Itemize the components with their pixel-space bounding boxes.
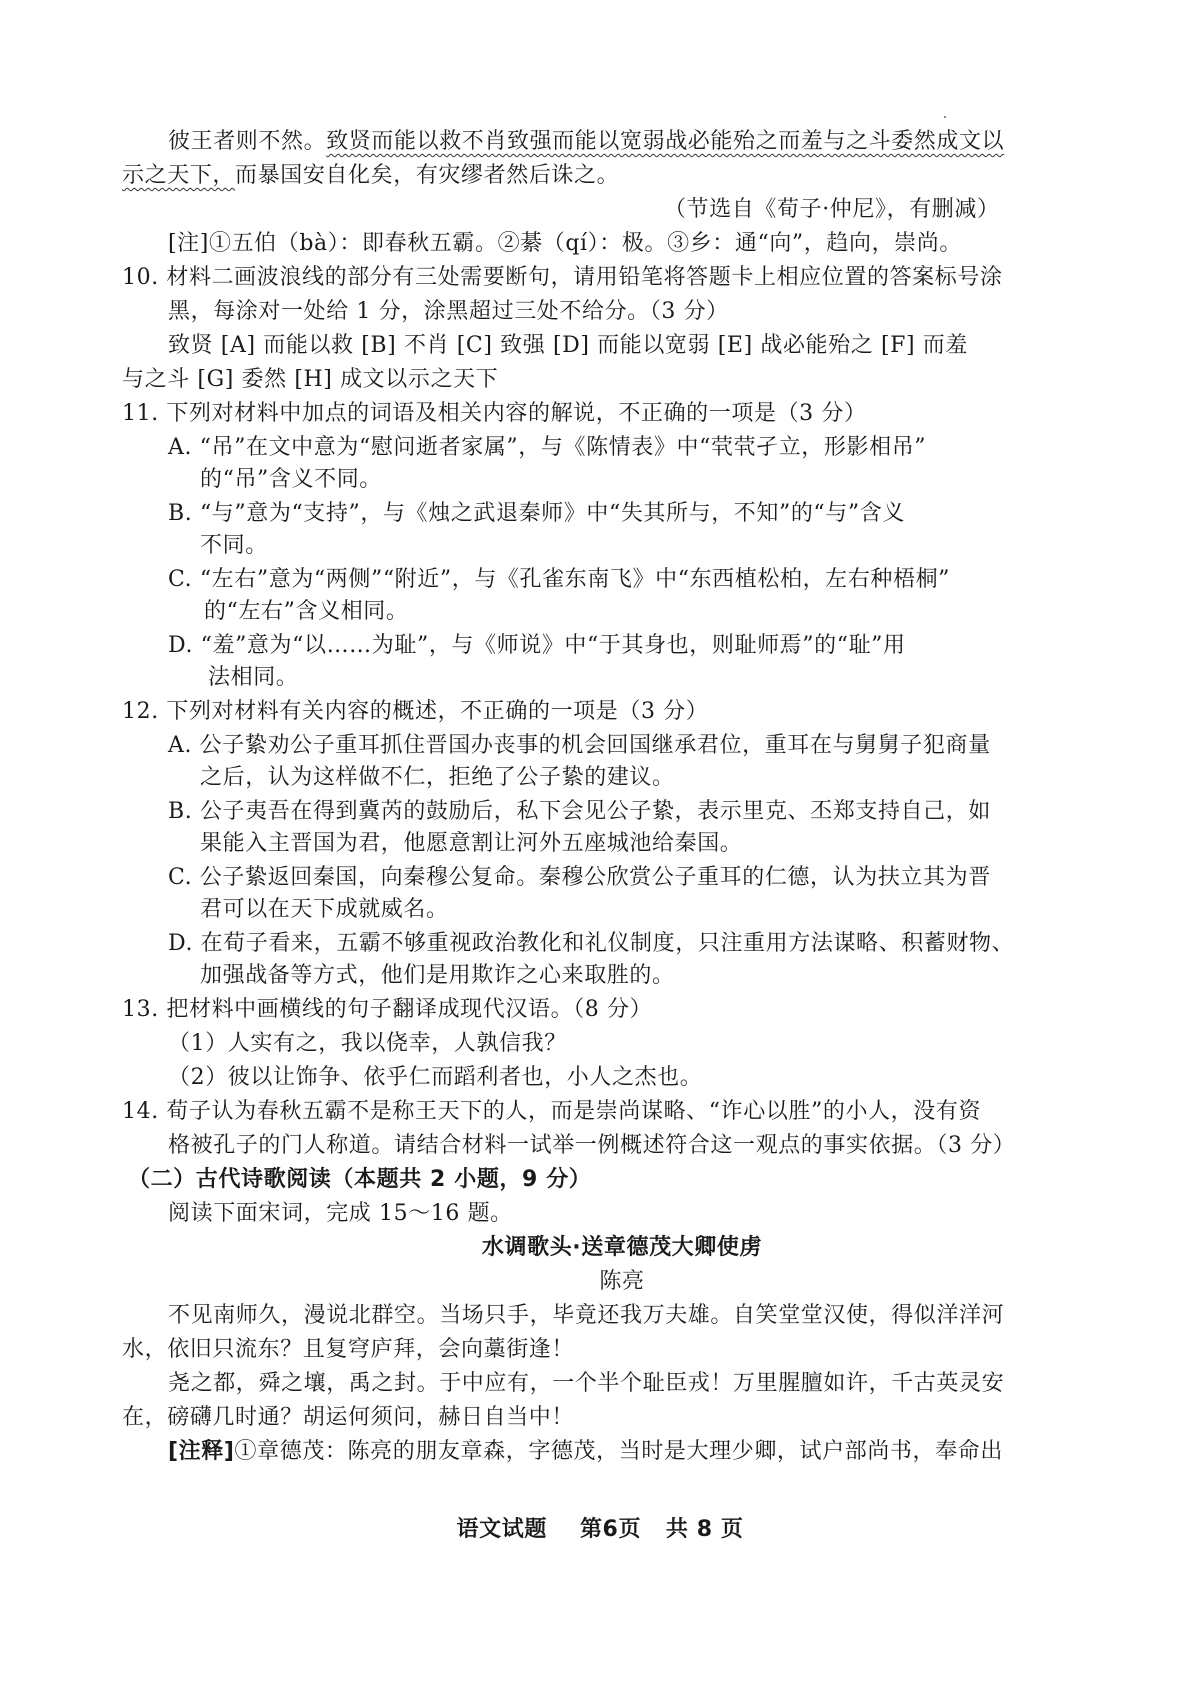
- poem-note-text: ①章德茂：陈亮的朋友章森，字德茂，当时是大理少卿，试户部尚书，奉命出: [234, 1439, 1003, 1464]
- q11-option-d: D. “羞”意为“以……为耻”，与《师说》中“于其身也，则耻师焉”的“耻”用: [168, 633, 906, 658]
- passage-line-2-plain: 而暴国安自化矣，有灾缪者然后诛之。: [235, 163, 620, 188]
- q12-option-d: D. 在荀子看来，五霸不够重视政治教化和礼仪制度，只注重用方法谋略、积蓄财物、: [168, 931, 1015, 956]
- poem-line-4: 在，磅礴几时通？胡运何须问，赫日自当中！: [122, 1405, 575, 1430]
- q10-stem-line-2: 黑，每涂对一处给 1 分，涂黑超过三处不给分。（3 分）: [168, 299, 729, 324]
- q12-option-b: B. 公子夷吾在得到冀芮的鼓励后，私下会见公子絷，表示里克、丕郑支持自己，如: [168, 799, 991, 824]
- passage-line-1: [168, 126, 1004, 158]
- passage-line-1-plain: 彼王者则不然。: [168, 129, 327, 154]
- q14-stem-line-1: 14. 荀子认为春秋五霸不是称王天下的人，而是崇尚谋略、“诈心以胜”的小人，没有资: [122, 1099, 982, 1124]
- poem-line-3: 尧之都，舜之壤，禹之封。于中应有，一个半个耻臣戎！万里腥膻如许，千古英灵安: [168, 1371, 1005, 1396]
- poem-line-2: 水，依旧只流东？且复穹庐拜，会向藁街逢！: [122, 1337, 575, 1362]
- passage-wavy-text: 致贤而能以救不肖致强而能以宽弱战必能殆之而羞与之斗委然成文以: [326, 129, 1005, 154]
- q11-option-d-cont: 法相同。: [208, 665, 299, 690]
- q12-option-a: A. 公子絷劝公子重耳抓住晋国办丧事的机会回国继承君位，重耳在与舅舅子犯商量: [168, 733, 991, 758]
- passage-note: [注]①五伯（bà）：即春秋五霸。②綦（qí）：极。③乡：通“向”，趋向，崇尚。: [168, 231, 962, 256]
- scan-speck: [944, 116, 946, 118]
- q11-option-b: B. “与”意为“支持”，与《烛之武退秦师》中“失其所与，不知”的“与”含义: [168, 501, 905, 526]
- q12-option-a-cont: 之后，认为这样做不仁，拒绝了公子絷的建议。: [200, 765, 675, 790]
- q13-stem: 13. 把材料中画横线的句子翻译成现代汉语。（8 分）: [122, 997, 653, 1022]
- poem-title: 水调歌头·送章德茂大卿使虏: [481, 1235, 763, 1260]
- passage-line-2: [122, 160, 619, 192]
- q12-stem: 12. 下列对材料有关内容的概述，不正确的一项是（3 分）: [122, 699, 709, 724]
- poem-note: [168, 1436, 1003, 1468]
- q11-option-c: C. “左右”意为“两侧”“附近”，与《孔雀东南飞》中“东西植松柏，左右种梧桐”: [168, 567, 951, 592]
- q11-option-c-cont: 的“左右”含义相同。: [204, 599, 409, 624]
- q12-option-c-cont: 君可以在天下成就威名。: [200, 897, 449, 922]
- q10-stem-line-1: 10. 材料二画波浪线的部分有三处需要断句，请用铅笔将答题卡上相应位置的答案标号涂: [122, 265, 1003, 290]
- poem-note-label: [注释]: [168, 1439, 235, 1464]
- poem-author: 陈亮: [599, 1269, 645, 1294]
- q12-option-d-cont: 加强战备等方式，他们是用欺诈之心来取胜的。: [200, 963, 675, 988]
- q10-segment-line-2: 与之斗 [G] 委然 [H] 成文以示之天下: [122, 367, 499, 392]
- section-intro: 阅读下面宋词，完成 15～16 题。: [168, 1201, 513, 1226]
- q13-sentence-1: （1）人实有之，我以侥幸，人孰信我？: [168, 1031, 567, 1056]
- q12-option-b-cont: 果能入主晋国为君，他愿意割让河外五座城池给秦国。: [200, 831, 743, 856]
- q14-stem-line-2: 格被孔子的门人称道。请结合材料一试举一例概述符合这一观点的事实依据。（3 分）: [168, 1133, 1016, 1158]
- q10-segment-line-1: 致贤 [A] 而能以救 [B] 不肖 [C] 致强 [D] 而能以宽弱 [E] 战必能殆之 [F] 而羞: [168, 333, 968, 358]
- passage-wavy-text-end: 示之天下，: [122, 163, 236, 188]
- page-footer: 语文试题 第6页 共 8 页: [456, 1517, 744, 1542]
- q11-option-b-cont: 不同。: [200, 533, 268, 558]
- poem-line-1: 不见南师久，漫说北群空。当场只手，毕竟还我万夫雄。自笑堂堂汉使，得似洋洋河: [168, 1303, 1005, 1328]
- q13-sentence-2: （2）彼以让饰争、依乎仁而蹈利者也，小人之杰也。: [168, 1065, 703, 1090]
- section-heading: （二）古代诗歌阅读（本题共 2 小题，9 分）: [128, 1167, 592, 1192]
- passage-source: （节选自《荀子·仲尼》，有删减）: [664, 197, 1000, 222]
- q11-option-a-cont: 的“吊”含义不同。: [200, 467, 382, 492]
- q11-option-a: A. “吊”在文中意为“慰问逝者家属”，与《陈情表》中“茕茕孑立，形影相吊”: [168, 435, 927, 460]
- q12-option-c: C. 公子絷返回秦国，向秦穆公复命。秦穆公欣赏公子重耳的仁德，认为扶立其为晋: [168, 865, 991, 890]
- q11-stem: 11. 下列对材料中加点的词语及相关内容的解说，不正确的一项是（3 分）: [122, 401, 867, 426]
